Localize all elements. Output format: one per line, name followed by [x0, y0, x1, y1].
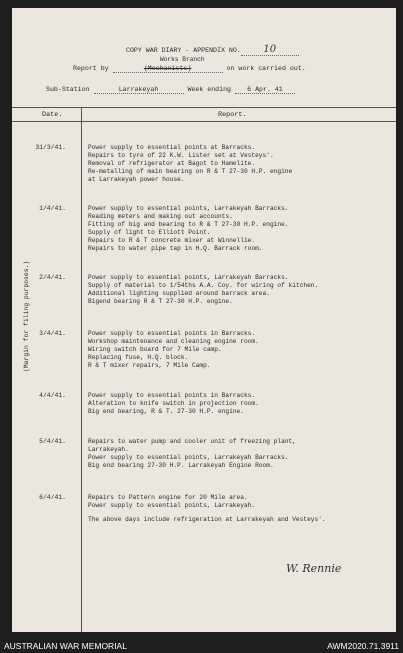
entry-report-line: Repairs to Pattern engine for 20 Mile area.	[88, 494, 248, 501]
entry-report-line: at Larrakeyah power house.	[88, 175, 185, 183]
entry-report-line: Power supply to essential points, Larrakeyah Barracks.	[88, 205, 289, 212]
entry-report-line: Power supply to essential points at Barracks.	[88, 144, 256, 151]
entry-date: 1/4/41.	[39, 205, 66, 212]
document-page	[12, 8, 396, 632]
entry-report	[88, 392, 378, 416]
filing-margin-note: (Margin for filing purposes.)	[23, 260, 30, 372]
footer-institution: AUSTRALIAN WAR MEMORIAL	[4, 641, 127, 651]
entry-report-line: Workshop maintenance and cleaning engine room.	[88, 337, 259, 345]
appendix-number: 10	[241, 44, 299, 56]
entry-report-line: Repairs to tyre of 22 K.W. Lister set at Vesteys'.	[88, 151, 274, 159]
entry-report	[88, 494, 378, 524]
entry-date: 4/4/41.	[39, 392, 66, 399]
entry-report-line: Power supply to essential points, Larrakeyah Barracks.	[88, 453, 289, 461]
entry-report-line: Power supply to essential points, Larrakeyah.	[88, 501, 256, 509]
entry-date: 2/4/41.	[39, 274, 66, 281]
station-value: Larrakeyah	[94, 86, 184, 94]
entry-report-line: Re-metalling of main bearing on R & T 27-30 H.P. engine	[88, 167, 293, 175]
report-by-value: (Mechanists)	[113, 65, 223, 73]
date-column-divider	[81, 107, 82, 632]
signature: W. Rennie	[286, 562, 342, 575]
report-by-suffix: on work carried out.	[226, 65, 306, 72]
entry-report	[88, 144, 378, 184]
footer-accession-number: AWM2020.71.3911	[327, 641, 399, 651]
entry-report-line: Wiring switch board for 7 Mile camp.	[88, 345, 222, 353]
entry-report-line: Additional lighting supplied around barrack area.	[88, 289, 270, 297]
entry-report-line: Replacing fuse, H.Q. block.	[88, 353, 189, 361]
entry-report-line: Supply of material to 1/54ths A.A. Coy. for wiring of kitchen.	[88, 281, 319, 289]
entry-report-line: Repairs to water pump and cooler unit of freezing plant,	[88, 438, 296, 445]
entry-report-line: Removal of refrigerator at Bagot to Hamelite.	[88, 159, 256, 167]
entry-report	[88, 330, 378, 370]
entry-report-line: Reading meters and making out accounts.	[88, 212, 233, 220]
entry-report-line: Alteration to knife switch in projection room.	[88, 399, 259, 407]
report-by-line1: Works Branch	[160, 56, 205, 63]
entry-report-line: Repairs to water pipe tap in H.Q. Barrack room.	[88, 244, 263, 252]
report-by-label: Report by	[73, 65, 109, 72]
week-label: Week ending	[187, 86, 231, 93]
station-row	[46, 86, 295, 94]
entry-report-line: Supply of light to Elliott Point.	[88, 228, 211, 236]
table-top-rule	[12, 107, 396, 108]
entry-report	[88, 274, 378, 306]
entry-report-line: Power supply to essential points in Barracks.	[88, 392, 256, 399]
date-column-header: Date.	[42, 111, 63, 119]
station-label: Sub-Station	[46, 86, 90, 93]
entry-date: 5/4/41.	[39, 438, 66, 445]
entry-report-line: R & T mixer repairs, 7 Mile Camp.	[88, 361, 211, 369]
entry-date: 3/4/41.	[39, 330, 66, 337]
entry-report	[88, 438, 378, 470]
entry-report-line: Repairs to R & T concrete mixer at Winnellie.	[88, 236, 256, 244]
entry-report-line: Fitting of big and bearing to R & T 27-30 H.P. engine.	[88, 220, 289, 228]
entry-report-line: Big end bearing, R & T. 27-30 H.P. engine.	[88, 407, 244, 415]
entry-date: 6/4/41.	[39, 494, 66, 501]
entry-report	[88, 205, 378, 252]
entry-report-line: Power supply to essential points, Larrakeyah Barracks.	[88, 274, 289, 281]
entry-report-line: Big end bearing 27-30 H.P. Larrakeyah Engine Room.	[88, 461, 274, 469]
report-column-header: Report.	[218, 111, 247, 119]
entry-report-line: Bigend bearing R & T 27-30 H.P. engine.	[88, 297, 233, 305]
table-header-rule	[12, 121, 396, 122]
entry-report-line: Power supply to essential points in Barracks.	[88, 330, 256, 337]
report-by-row	[73, 65, 306, 73]
diary-title	[126, 44, 299, 56]
entry-date: 31/3/41.	[35, 144, 66, 151]
entry-report-line: The above days include refrigeration at Larrakeyah and Vesteys'.	[88, 515, 326, 523]
title-prefix: COPY WAR DIARY - APPENDIX NO.	[126, 47, 241, 54]
week-value: 6 Apr. 41	[235, 86, 295, 94]
entry-report-line: Larrakeyah.	[88, 445, 129, 453]
